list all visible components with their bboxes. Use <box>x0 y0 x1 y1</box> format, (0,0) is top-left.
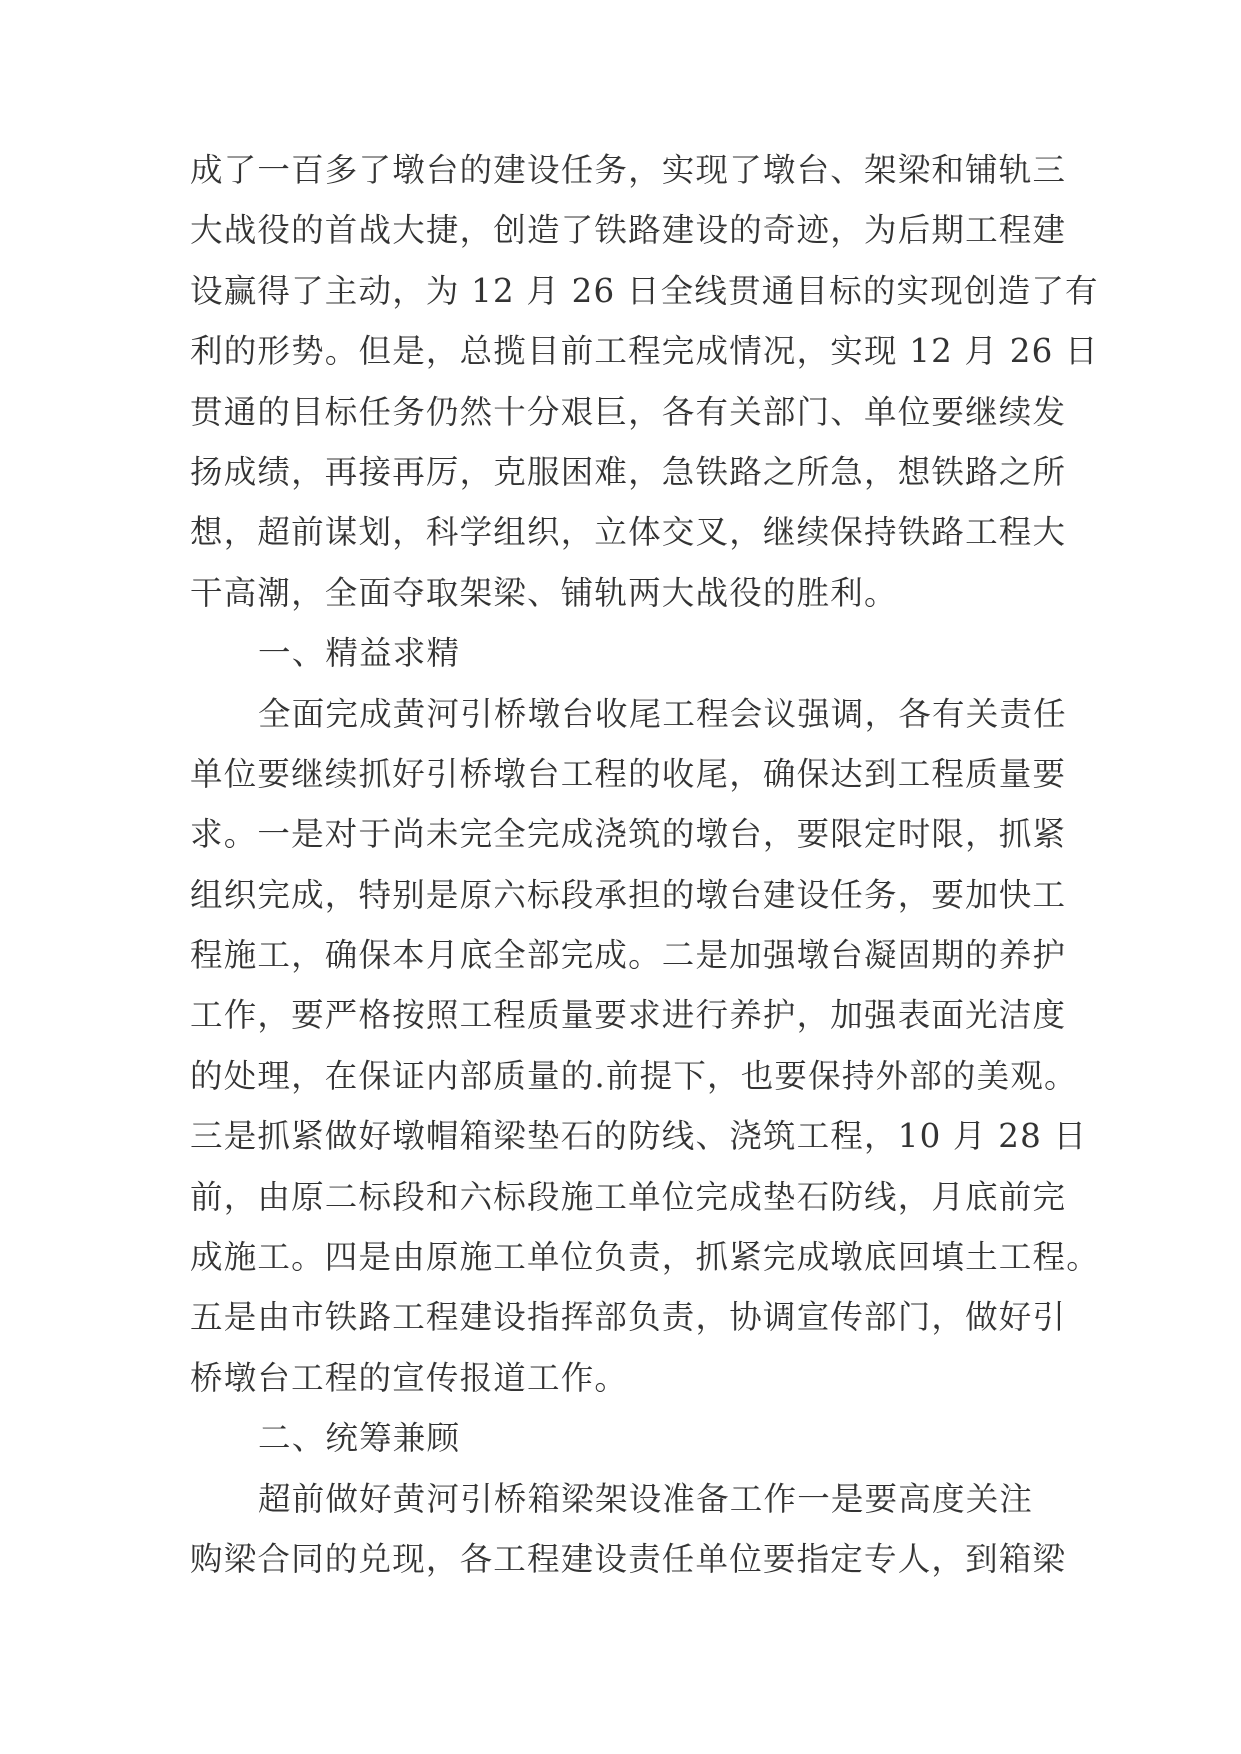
text-line: 工作，要严格按照工程质量要求进行养护，加强表面光洁度 <box>190 996 1067 1035</box>
text-line: 组织完成，特别是原六标段承担的墩台建设任务，要加快工 <box>190 875 1067 914</box>
section-heading: 二、统筹兼顾 <box>258 1419 461 1458</box>
text-line: 成了一百多了墩台的建设任务，实现了墩台、架梁和铺轨三 <box>190 151 1067 189</box>
text-line: 前，由原二标段和六标段施工单位完成垫石防线，月底前完 <box>190 1177 1067 1216</box>
text-line: 设赢得了主动，为 12 月 26 日全线贯通目标的实现创造了有 <box>190 271 1099 310</box>
text-line: 想，超前谋划，科学组织，立体交叉，继续保持铁路工程大 <box>190 513 1067 552</box>
text-line: 利的形势。但是，总揽目前工程完成情况，实现 12 月 26 日 <box>190 332 1099 371</box>
text-line: 扬成绩，再接再厉，克服困难，急铁路之所急，想铁路之所 <box>190 452 1067 491</box>
text-line: 五是由市铁路工程建设指挥部负责，协调宣传部门，做好引 <box>190 1298 1067 1337</box>
text-line: 三是抓紧做好墩帽箱梁垫石的防线、浇筑工程，10 月 28 日 <box>190 1117 1088 1156</box>
text-line: 全面完成黄河引桥墩台收尾工程会议强调，各有关责任 <box>258 694 1067 733</box>
text-line: 贯通的目标任务仍然十分艰巨，各有关部门、单位要继续发 <box>190 392 1067 431</box>
text-line: 单位要继续抓好引桥墩台工程的收尾，确保达到工程质量要 <box>190 754 1067 793</box>
text-line: 成施工。四是由原施工单位负责，抓紧完成墩底回填土工程。 <box>190 1238 1100 1277</box>
text-line: 购梁合同的兑现，各工程建设责任单位要指定专人，到箱梁 <box>190 1539 1067 1578</box>
text-line: 桥墩台工程的宣传报道工作。 <box>190 1358 629 1397</box>
text-line: 求。一是对于尚未完全完成浇筑的墩台，要限定时限，抓紧 <box>190 815 1067 854</box>
section-heading: 一、精益求精 <box>258 634 461 673</box>
text-line: 程施工，确保本月底全部完成。二是加强墩台凝固期的养护 <box>190 936 1067 975</box>
text-line: 干高潮，全面夺取架梁、铺轨两大战役的胜利。 <box>190 573 898 612</box>
text-line: 大战役的首战大捷，创造了铁路建设的奇迹，为后期工程建 <box>190 211 1067 250</box>
body-text <box>190 140 1100 1589</box>
text-line: 的处理，在保证内部质量的.前提下，也要保持外部的美观。 <box>190 1056 1078 1095</box>
text-line: 超前做好黄河引桥箱梁架设准备工作一是要高度关注 <box>258 1479 1034 1518</box>
